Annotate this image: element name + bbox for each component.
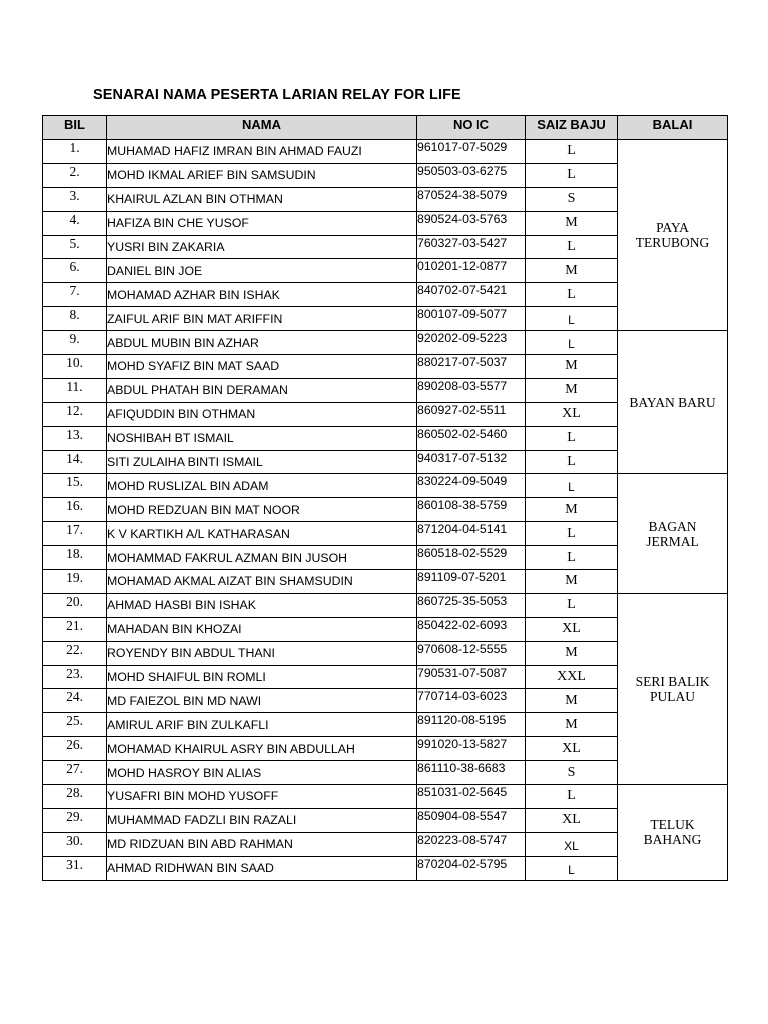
ic-number: 920202-09-5223 [417,331,526,355]
shirt-size: M [526,570,618,594]
ic-number: 860518-02-5529 [417,546,526,570]
balai-name-line1: SERI BALIK [635,673,710,689]
row-number: 14. [43,450,107,474]
participant-name: MOHAMAD KHAIRUL ASRY BIN ABDULLAH [107,737,417,761]
shirt-size: XL [526,737,618,761]
ic-number: 880217-07-5037 [417,355,526,379]
row-number: 17. [43,522,107,546]
row-number: 27. [43,761,107,785]
ic-number: 760327-03-5427 [417,235,526,259]
header-saiz-baju: SAIZ BAJU [526,116,618,140]
row-number: 8. [43,307,107,331]
ic-number: 840702-07-5421 [417,283,526,307]
participant-name: NOSHIBAH BT ISMAIL [107,426,417,450]
shirt-size: L [526,785,618,809]
ic-number: 871204-04-5141 [417,522,526,546]
participant-name: AMIRUL ARIF BIN ZULKAFLI [107,713,417,737]
row-number: 21. [43,617,107,641]
balai-name-line1: BAGAN [648,518,697,534]
ic-number: 790531-07-5087 [417,665,526,689]
shirt-size: L [526,283,618,307]
ic-number: 860502-02-5460 [417,426,526,450]
ic-number: 991020-13-5827 [417,737,526,761]
table-row [43,331,728,355]
participant-name: AHMAD RIDHWAN BIN SAAD [107,856,417,880]
row-number: 15. [43,474,107,498]
header-balai: BALAI [618,116,728,140]
ic-number: 970608-12-5555 [417,641,526,665]
participant-name: KHAIRUL AZLAN BIN OTHMAN [107,187,417,211]
row-number: 9. [43,331,107,355]
table-row [43,593,728,617]
shirt-size: L [526,593,618,617]
participant-name: MOHAMAD AZHAR BIN ISHAK [107,283,417,307]
row-number: 28. [43,785,107,809]
shirt-size: L [526,331,618,355]
balai-name-line2: TERUBONG [635,235,710,251]
participant-name: ABDUL MUBIN BIN AZHAR [107,331,417,355]
header-no-ic: NO IC [417,116,526,140]
table-row [43,785,728,809]
participant-name: K V KARTIKH A/L KATHARASAN [107,522,417,546]
balai-group [618,474,728,593]
row-number: 1. [43,140,107,164]
row-number: 22. [43,641,107,665]
participant-name: AHMAD HASBI BIN ISHAK [107,593,417,617]
shirt-size: M [526,355,618,379]
row-number: 13. [43,426,107,450]
ic-number: 890524-03-5763 [417,211,526,235]
participant-name: MD RIDZUAN BIN ABD RAHMAN [107,832,417,856]
row-number: 11. [43,378,107,402]
row-number: 20. [43,593,107,617]
participant-name: MOHD IKMAL ARIEF BIN SAMSUDIN [107,163,417,187]
shirt-size: M [526,641,618,665]
ic-number: 891120-08-5195 [417,713,526,737]
ic-number: 950503-03-6275 [417,163,526,187]
ic-number: 850422-02-6093 [417,617,526,641]
shirt-size: L [526,163,618,187]
row-number: 4. [43,211,107,235]
participant-table [42,115,728,881]
ic-number: 961017-07-5029 [417,140,526,164]
ic-number: 870524-38-5079 [417,187,526,211]
participant-name: ABDUL PHATAH BIN DERAMAN [107,378,417,402]
ic-number: 010201-12-0877 [417,259,526,283]
row-number: 5. [43,235,107,259]
ic-number: 770714-03-6023 [417,689,526,713]
ic-number: 860725-35-5053 [417,593,526,617]
balai-name-line2: BAHANG [643,832,702,848]
ic-number: 940317-07-5132 [417,450,526,474]
shirt-size: L [526,450,618,474]
shirt-size: L [526,522,618,546]
shirt-size: L [526,546,618,570]
ic-number: 830224-09-5049 [417,474,526,498]
participant-name: MOHD SYAFIZ BIN MAT SAAD [107,355,417,379]
balai-name-line1: PAYA [656,220,689,236]
balai-group [618,140,728,331]
row-number: 24. [43,689,107,713]
participant-name: MOHAMMAD FAKRUL AZMAN BIN JUSOH [107,546,417,570]
table-body [43,140,728,881]
balai-group [618,331,728,474]
balai-name-line2: JERMAL [646,533,699,549]
shirt-size: S [526,187,618,211]
row-number: 7. [43,283,107,307]
row-number: 25. [43,713,107,737]
balai-name-line1: TELUK [650,817,695,833]
participant-name: MAHADAN BIN KHOZAI [107,617,417,641]
participant-name: ZAIFUL ARIF BIN MAT ARIFFIN [107,307,417,331]
shirt-size: L [526,856,618,880]
shirt-size: XL [526,617,618,641]
row-number: 26. [43,737,107,761]
participant-name: HAFIZA BIN CHE YUSOF [107,211,417,235]
table-row [43,474,728,498]
participant-name: MD FAIEZOL BIN MD NAWI [107,689,417,713]
row-number: 19. [43,570,107,594]
participant-name: MOHD SHAIFUL BIN ROMLI [107,665,417,689]
participant-name: MOHD HASROY BIN ALIAS [107,761,417,785]
row-number: 10. [43,355,107,379]
row-number: 30. [43,832,107,856]
header-nama: NAMA [107,116,417,140]
ic-number: 891109-07-5201 [417,570,526,594]
row-number: 6. [43,259,107,283]
ic-number: 861110-38-6683 [417,761,526,785]
row-number: 31. [43,856,107,880]
row-number: 3. [43,187,107,211]
ic-number: 820223-08-5747 [417,832,526,856]
participant-name: MOHD RUSLIZAL BIN ADAM [107,474,417,498]
ic-number: 870204-02-5795 [417,856,526,880]
shirt-size: L [526,140,618,164]
ic-number: 860108-38-5759 [417,498,526,522]
participant-name: MOHAMAD AKMAL AIZAT BIN SHAMSUDIN [107,570,417,594]
shirt-size: L [526,235,618,259]
header-bil: BIL [43,116,107,140]
ic-number: 851031-02-5645 [417,785,526,809]
shirt-size: M [526,498,618,522]
row-number: 18. [43,546,107,570]
balai-name-line1: BAYAN BARU [629,394,716,410]
participant-name: ROYENDY BIN ABDUL THANI [107,641,417,665]
shirt-size: XL [526,832,618,856]
balai-name-line2: PULAU [649,688,695,704]
shirt-size: XL [526,808,618,832]
balai-group [618,785,728,881]
shirt-size: L [526,307,618,331]
document-title: SENARAI NAMA PESERTA LARIAN RELAY FOR LIFE [93,87,461,103]
shirt-size: M [526,713,618,737]
ic-number: 860927-02-5511 [417,402,526,426]
row-number: 2. [43,163,107,187]
shirt-size: M [526,211,618,235]
participant-name: MUHAMAD HAFIZ IMRAN BIN AHMAD FAUZI [107,140,417,164]
ic-number: 890208-03-5577 [417,378,526,402]
balai-group [618,593,728,784]
shirt-size: M [526,259,618,283]
participant-name: DANIEL BIN JOE [107,259,417,283]
ic-number: 800107-09-5077 [417,307,526,331]
participant-name: AFIQUDDIN BIN OTHMAN [107,402,417,426]
shirt-size: XXL [526,665,618,689]
participant-name: YUSAFRI BIN MOHD YUSOFF [107,785,417,809]
shirt-size: L [526,426,618,450]
participant-name: YUSRI BIN ZAKARIA [107,235,417,259]
row-number: 23. [43,665,107,689]
header-row [43,116,728,140]
participant-name: MOHD REDZUAN BIN MAT NOOR [107,498,417,522]
participant-name: SITI ZULAIHA BINTI ISMAIL [107,450,417,474]
shirt-size: XL [526,402,618,426]
shirt-size: L [526,474,618,498]
ic-number: 850904-08-5547 [417,808,526,832]
row-number: 12. [43,402,107,426]
row-number: 16. [43,498,107,522]
table-row [43,140,728,164]
participant-name: MUHAMMAD FADZLI BIN RAZALI [107,808,417,832]
row-number: 29. [43,808,107,832]
shirt-size: S [526,761,618,785]
shirt-size: M [526,378,618,402]
shirt-size: M [526,689,618,713]
